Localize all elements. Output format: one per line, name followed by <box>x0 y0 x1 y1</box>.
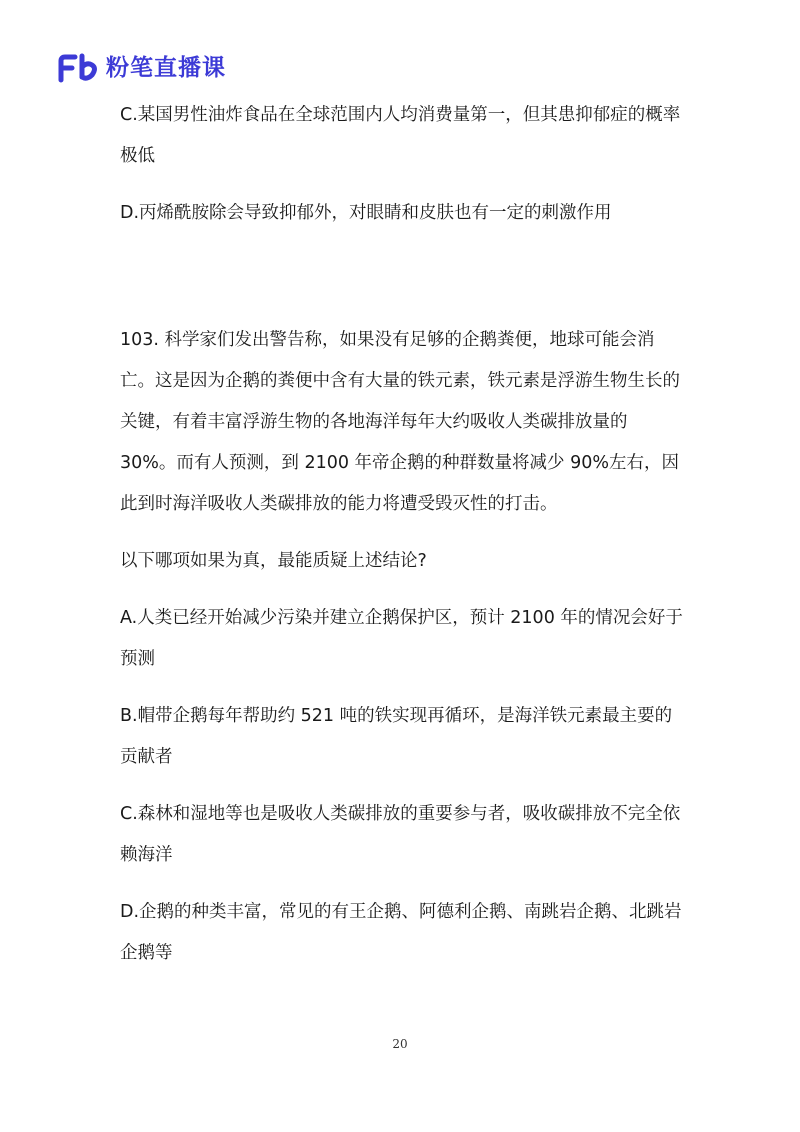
question-103-prompt: 以下哪项如果为真，最能质疑上述结论? <box>120 551 427 571</box>
question-103-stem: 103. 科学家们发出警告称，如果没有足够的企鹅粪便，地球可能会消亡。这是因为企鹅的粪便中含有大量的铁元素，铁元素是浮游生物生长的关键，有着丰富浮游生物的各地海洋每年大约吸收人类碳排放量的 30%。而有人预测，到 2100 年帝企鹅的种群数量将减少 90%左右，因此到时海洋吸收人类碳排放的能力将遭受毁灭性的打击。 <box>120 330 680 514</box>
fb-logo-icon <box>56 53 102 83</box>
brand-name: 粉笔直播课 <box>106 55 226 81</box>
prev-option-d: D.丙烯酰胺除会导致抑郁外，对眼睛和皮肤也有一定的刺激作用 <box>120 203 612 223</box>
question-103-option-b: B.帽带企鹅每年帮助约 521 吨的铁实现再循环，是海洋铁元素最主要的贡献者 <box>120 706 673 767</box>
question-103-option-a: A.人类已经开始减少污染并建立企鹅保护区，预计 2100 年的情况会好于预测 <box>120 608 683 669</box>
document-body <box>120 95 685 974</box>
question-103-option-d: D.企鹅的种类丰富，常见的有王企鹅、阿德利企鹅、南跳岩企鹅、北跳岩企鹅等 <box>120 902 682 963</box>
prev-option-c: C.某国男性油炸食品在全球范围内人均消费量第一，但其患抑郁症的概率极低 <box>120 105 681 166</box>
question-103-option-c: C.森林和湿地等也是吸收人类碳排放的重要参与者，吸收碳排放不完全依赖海洋 <box>120 804 681 865</box>
header <box>56 51 226 85</box>
page-number: 20 <box>392 1037 408 1051</box>
